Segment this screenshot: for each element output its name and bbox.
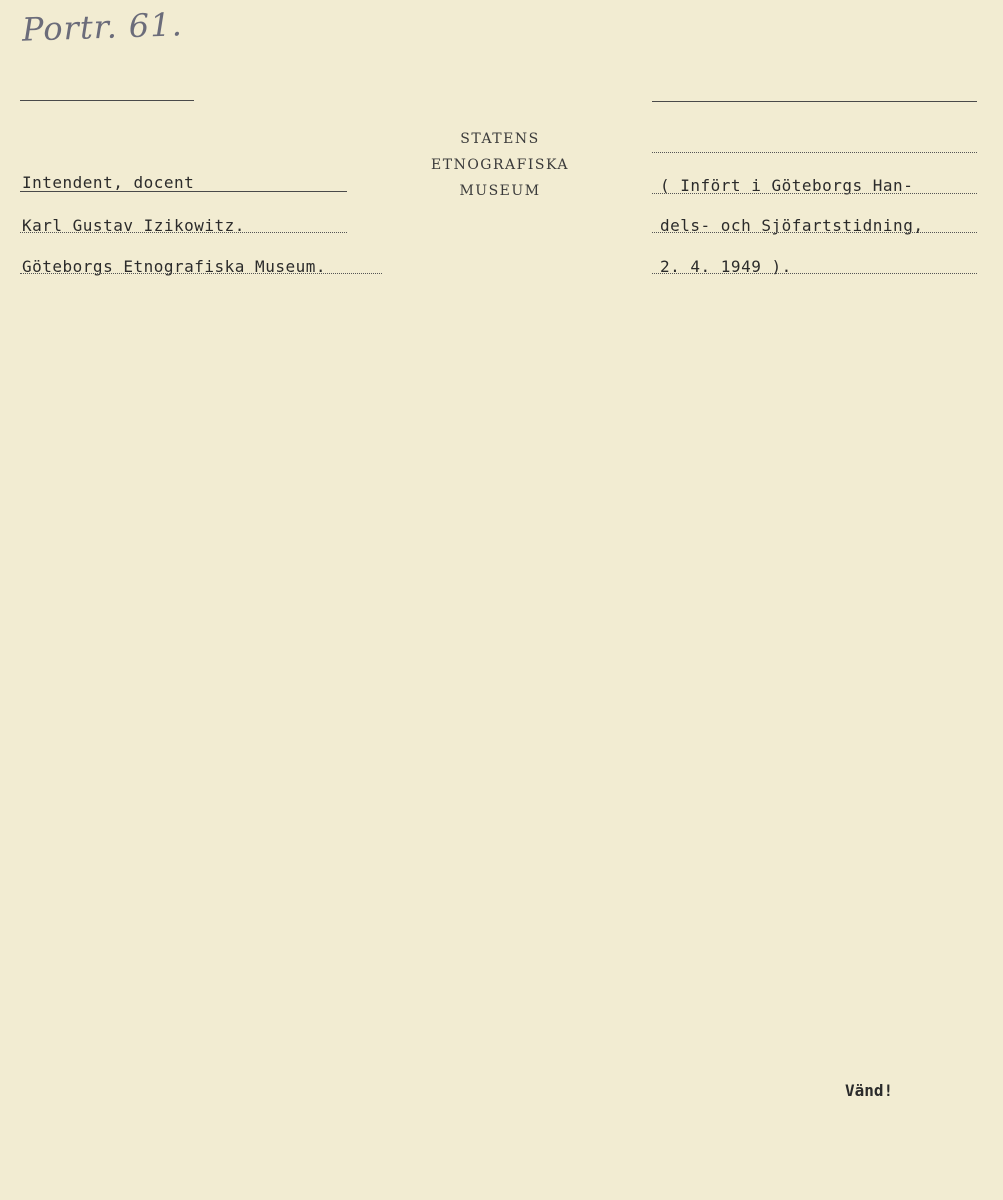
header-line-2: ETNOGRAFISKA [431, 157, 569, 173]
handwritten-catalog-number: Portr. 61. [21, 5, 184, 49]
header-line-1: STATENS [460, 131, 540, 147]
institution-line-dotted-rule [20, 273, 382, 274]
top-right-rule [652, 101, 977, 102]
publication-line-1: ( Infört i Göteborgs Han- [660, 176, 914, 195]
publication-line-3-dotted-rule [652, 273, 977, 274]
right-top-dotted-rule [652, 152, 977, 153]
institution-line: Göteborgs Etnografiska Museum. [22, 257, 326, 276]
publication-line-3: 2. 4. 1949 ). [660, 257, 792, 276]
top-left-rule [20, 100, 194, 101]
publication-line-1-dotted-rule [652, 193, 977, 194]
name-line-dotted-rule [20, 232, 347, 233]
name-line: Karl Gustav Izikowitz. [22, 216, 245, 235]
turn-over-note: Vänd! [845, 1081, 894, 1100]
header-line-3: MUSEUM [459, 183, 541, 199]
publication-line-2-dotted-rule [652, 232, 977, 233]
title-line-underline [20, 191, 347, 192]
title-line: Intendent, docent [22, 173, 195, 192]
publication-line-2: dels- och Sjöfartstidning, [660, 216, 924, 235]
museum-header [400, 126, 600, 204]
